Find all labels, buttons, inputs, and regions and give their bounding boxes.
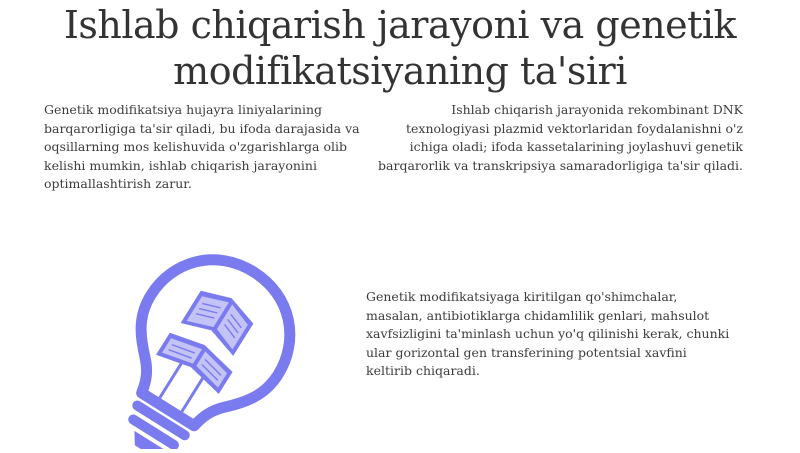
lightbulb-with-books-icon: [100, 250, 310, 449]
paragraph-left: Genetik modifikatsiya hujayra liniyalarining barqarorligiga ta'sir qiladi, bu ifoda darajasida va oqsillarning mos kelishuvida o'zgarishlarga olib kelishi mumkin, ishlab chiqarish jarayonini optimallashtirish zarur.: [44, 102, 360, 191]
paragraph-right: Ishlab chiqarish jarayonida rekombinant DNK texnologiyasi plazmid vektorlaridan foydalanishni o'z ichiga oladi; ifoda kassetalarining joylashuvi genetik barqarorlik va transkripsiya samaradorligiga ta'sir qiladi.: [378, 102, 743, 173]
paragraph-bottom: Genetik modifikatsiyaga kiritilgan qo'shimchalar, masalan, antibiotiklarga chidamlilik genlari, mahsulot xavfsizligini ta'minlash uchun yo'q qilinishi kerak, chunki ular gorizontal gen transferining potentsial xavfini keltirib chiqaradi.: [366, 289, 730, 378]
page-title: Ishlab chiqarish jarayoni va genetik modifikatsiyaning ta'siri: [63, 3, 737, 93]
